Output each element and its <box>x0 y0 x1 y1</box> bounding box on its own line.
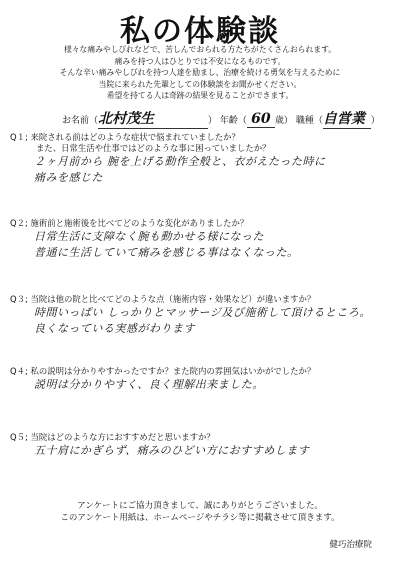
question-5 <box>10 432 395 459</box>
question-label: Q２; 施術前と施術後を比べてどのような変化がありましたか？ <box>10 218 249 228</box>
question-label: Q５; 当院はどのような方におすすめだと思いますか？ <box>10 432 215 442</box>
clinic-name: 健巧治療院 <box>329 540 372 550</box>
age-value: 60 <box>251 111 271 127</box>
age-field <box>247 111 275 128</box>
name-label: お名前（ <box>62 116 99 126</box>
question-sublabel: また、日常生活や仕事ではどのような事に困っていましたか？ <box>36 143 271 153</box>
answer-line: 日常生活に支障なく腕も動かせる様になった <box>34 230 264 243</box>
name-value: 北村茂生 <box>98 111 155 127</box>
answer-line: 普通に生活していて痛みを感じる事はなくなった。 <box>34 246 299 259</box>
age-label: 年齢（ <box>219 116 247 126</box>
job-field <box>323 108 371 129</box>
intro-line: 痛みを持つ人はひとりでは不安になるものです。 <box>114 56 286 66</box>
question-label: Q４; 私の説明は分かりやすかったですか？また院内の雰囲気はいかがでしたか？ <box>10 366 316 376</box>
question-2 <box>10 218 395 261</box>
intro-line: そんな辛い痛みやしびれを持つ人達を励まし、治療を続ける勇気を与えるために <box>59 68 341 77</box>
intro-line: 当院に来られた先輩としての体験談をお聞かせください。 <box>98 79 302 89</box>
answer-line: ２ヶ月前から 腕を上げる動作全般と、衣がえたった時に <box>34 155 326 168</box>
question-1 <box>10 132 395 186</box>
job-label: 職種（ <box>295 116 323 126</box>
footer-line: アンケートにご協力頂きまして、誠にありがとうございました。 <box>77 501 323 511</box>
intro-line: 希望を持てる人は奇跡の結果を見ることができます。 <box>106 91 294 100</box>
respondent-info <box>62 108 380 129</box>
question-label: Q１; 来院される前はどのような症状で悩まれていましたか？ <box>10 132 240 142</box>
question-4 <box>10 366 395 393</box>
question-label: Q３; 当院は他の院と比べてどのような点（施術内容・効果など）が違いますか？ <box>10 294 316 304</box>
intro-text <box>10 44 390 102</box>
answer-line: 痛みを感じた <box>34 171 103 184</box>
job-value: 自営業 <box>322 111 365 127</box>
age-unit: 歳） <box>274 116 293 126</box>
footer-line: このアンケート用紙は、ホームページやチラシ等に掲載させて頂きます。 <box>60 513 340 523</box>
answer-line: 説明は分かりやすく、良く理解出来ました。 <box>34 378 264 391</box>
answer-line: 良くなっている実感がわります <box>34 322 195 335</box>
answer-line: 五十肩にかぎらず、痛みのひどい方におすすめします <box>34 444 310 457</box>
answer-line: 時間いっぱい しっかりとマッサージ及び施術して頂けるところ。 <box>34 306 371 319</box>
footer-text <box>0 500 400 524</box>
question-3 <box>10 294 395 337</box>
page-title: 私の体験談 <box>120 14 280 49</box>
job-close: ） <box>370 116 380 126</box>
name-field <box>98 108 208 129</box>
name-close: ） <box>208 116 218 126</box>
intro-line: 様々な痛みやしびれなどで、苦しんでおられる方たちがたくさんおられます。 <box>63 45 337 54</box>
